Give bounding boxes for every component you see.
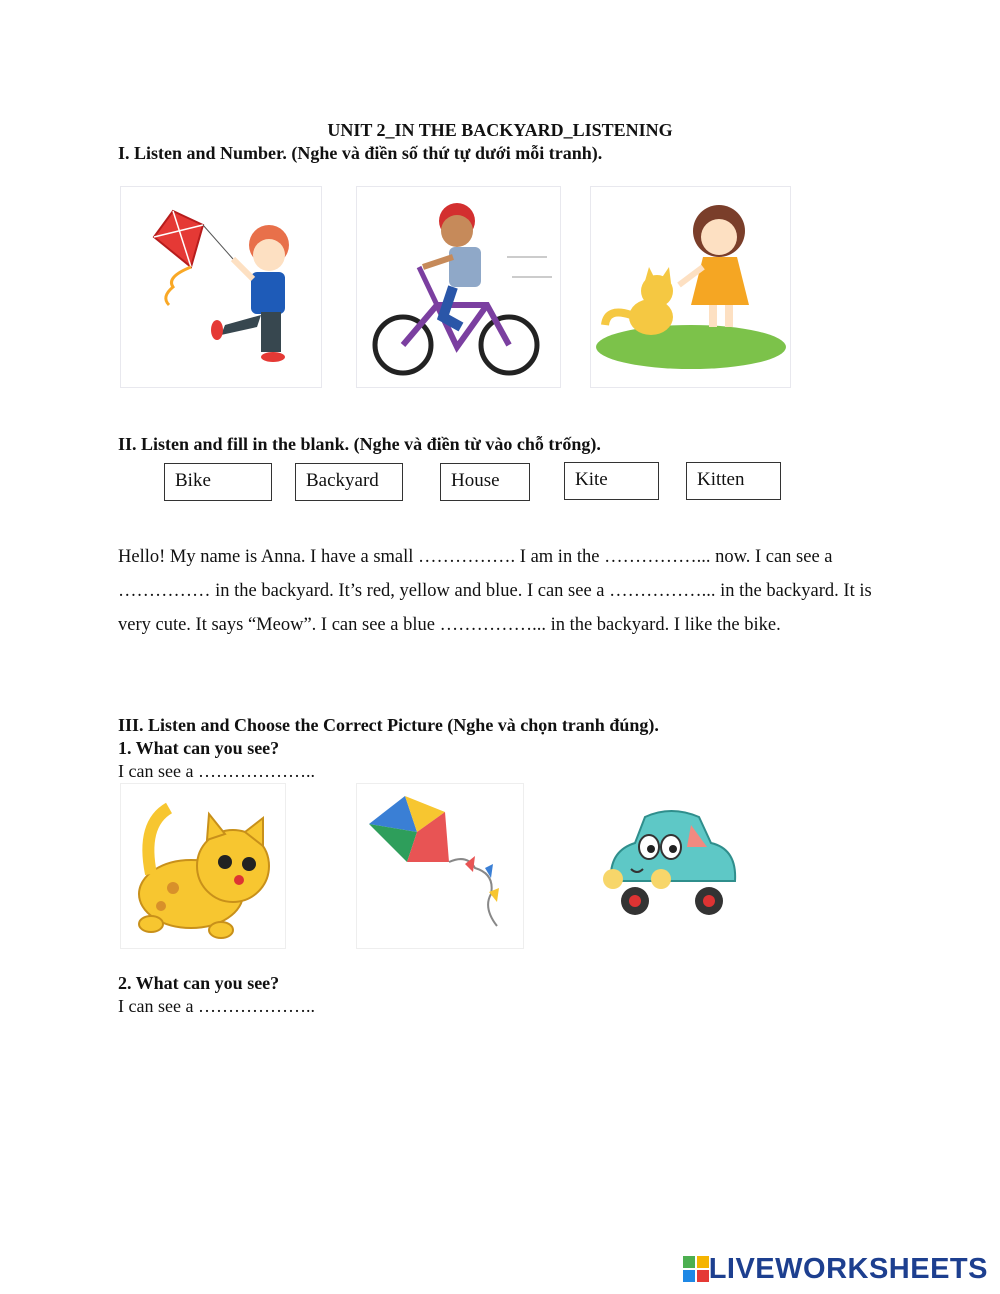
car-picture[interactable] [590,790,752,932]
word-box-kite[interactable]: Kite [564,462,659,500]
kitten-picture[interactable] [120,783,286,949]
section1-heading: I. Listen and Number. (Nghe và điền số thứ tự dưới mỗi tranh). [118,143,603,163]
answer-2[interactable]: I can see a ……………….. [118,996,315,1016]
word-box-house[interactable]: House [440,463,530,501]
section2-heading: II. Listen and fill in the blank. (Nghe và điền từ vào chỗ trống). [118,434,601,454]
paragraph-text: now. I can see a [710,547,833,567]
paragraph-text: Hello! My name is Anna. I have a small [118,547,419,567]
blank-4[interactable]: ……………... [609,581,716,601]
paragraph-text: I am in the [515,547,605,567]
fill-in-paragraph [118,540,888,642]
section3-heading: III. Listen and Choose the Correct Picture (Nghe và chọn tranh đúng). [118,715,659,735]
blank-5[interactable]: ……………... [439,615,546,635]
paragraph-text: in the backyard. It is very cute. It says “Meow”. I can see a blue [118,581,872,635]
logo-text: LIVEWORKSHEETS [708,1252,988,1285]
boy-riding-bike-picture[interactable] [356,186,561,388]
liveworksheets-logo-icon [683,1256,709,1282]
boy-flying-kite-picture[interactable] [120,186,322,388]
paragraph-text: in the backyard. I like the bike. [545,615,781,635]
kite-picture[interactable] [356,783,524,949]
blank-3[interactable]: …………… [118,581,211,601]
question-2: 2. What can you see? [118,973,280,993]
liveworksheets-logo[interactable] [683,1252,988,1286]
word-box-kitten[interactable]: Kitten [686,462,781,500]
question-1: 1. What can you see? [118,738,280,758]
page-title: UNIT 2_IN THE BACKYARD_LISTENING [327,120,673,140]
blank-1[interactable]: ……………. [418,547,516,567]
paragraph-text: in the backyard. It’s red, yellow and blue. I can see a [210,581,610,601]
girl-with-kitten-picture[interactable] [590,186,791,388]
word-box-backyard[interactable]: Backyard [295,463,403,501]
answer-1[interactable]: I can see a ……………….. [118,761,315,781]
blank-2[interactable]: ……………... [604,547,711,567]
word-box-bike[interactable]: Bike [164,463,272,501]
